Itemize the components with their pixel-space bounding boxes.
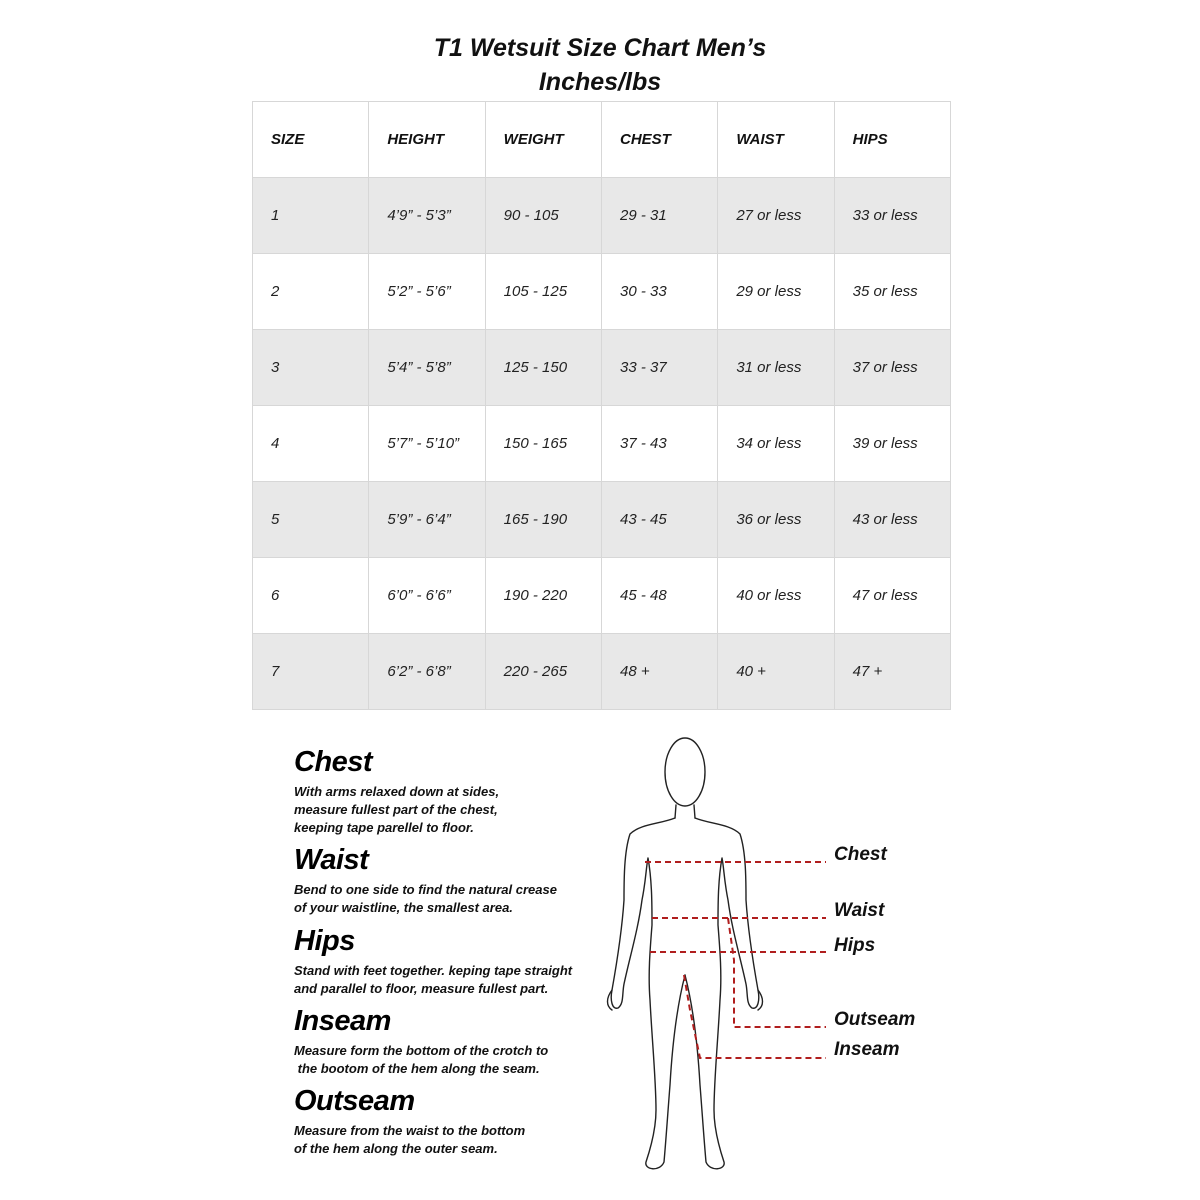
cell-waist: 40 + [718,634,834,710]
chest-desc-line: keeping tape parellel to floor. [294,820,474,835]
header-weight: WEIGHT [485,102,601,178]
figure-label-chest: Chest [834,844,887,865]
inseam-heading: Inseam [294,1005,391,1037]
outseam-desc-line: Measure from the waist to the bottom [294,1123,526,1138]
cell-chest: 33 - 37 [601,330,717,406]
figure-label-outseam: Outseam [834,1009,916,1030]
cell-weight: 105 - 125 [485,254,601,330]
cell-weight: 90 - 105 [485,178,601,254]
cell-hips: 33 or less [834,178,950,254]
header-waist: WAIST [718,102,834,178]
cell-size: 5 [253,482,369,558]
header-size: SIZE [253,102,369,178]
chart-subtitle: Inches/lbs [538,68,662,96]
cell-height: 6’2” - 6’8” [369,634,485,710]
waist-heading: Waist [294,844,369,876]
header-height: HEIGHT [369,102,485,178]
neck-outline [675,805,695,818]
figure-label-waist: Waist [834,900,885,921]
cell-height: 5’2” - 5’6” [369,254,485,330]
inseam-desc-line: Measure form the bottom of the crotch to [294,1043,549,1058]
cell-hips: 47 + [834,634,950,710]
chest-desc-line: With arms relaxed down at sides, [294,784,500,799]
cell-waist: 27 or less [718,178,834,254]
cell-size: 7 [253,634,369,710]
cell-hips: 39 or less [834,406,950,482]
cell-height: 5’9” - 6’4” [369,482,485,558]
cell-chest: 29 - 31 [601,178,717,254]
right-side-outline [685,818,759,1169]
chart-title: T1 Wetsuit Size Chart Men’s [433,34,767,62]
cell-hips: 47 or less [834,558,950,634]
outseam-desc-line: of the hem along the outer seam. [294,1141,498,1156]
cell-chest: 30 - 33 [601,254,717,330]
body-outline [608,738,763,1169]
cell-waist: 31 or less [718,330,834,406]
cell-size: 3 [253,330,369,406]
cell-hips: 35 or less [834,254,950,330]
inseam-desc-line: the bootom of the hem along the seam. [294,1061,540,1076]
waist-desc-line: of your waistline, the smallest area. [294,900,513,915]
cell-waist: 29 or less [718,254,834,330]
chest-desc-line: measure fullest part of the chest, [294,802,498,817]
figure-label-inseam: Inseam [834,1039,900,1060]
cell-hips: 43 or less [834,482,950,558]
cell-weight: 165 - 190 [485,482,601,558]
figure-label-hips: Hips [834,935,876,956]
cell-weight: 125 - 150 [485,330,601,406]
header-hips: HIPS [834,102,950,178]
cell-weight: 190 - 220 [485,558,601,634]
measurement-guides [645,862,826,1058]
hands-outline [608,990,763,1010]
cell-chest: 43 - 45 [601,482,717,558]
cell-height: 5’4” - 5’8” [369,330,485,406]
cell-height: 4’9” - 5’3” [369,178,485,254]
cell-chest: 48 + [601,634,717,710]
outseam-heading: Outseam [294,1085,415,1117]
hips-heading: Hips [294,925,355,957]
cell-waist: 40 or less [718,558,834,634]
cell-waist: 36 or less [718,482,834,558]
cell-size: 4 [253,406,369,482]
cell-size: 1 [253,178,369,254]
cell-weight: 150 - 165 [485,406,601,482]
hips-desc-line: Stand with feet together. keping tape straight [294,963,573,978]
waist-desc-line: Bend to one side to find the natural crease [294,882,557,897]
cell-size: 6 [253,558,369,634]
inseam-guide-line [684,975,826,1058]
cell-height: 6’0” - 6’6” [369,558,485,634]
cell-waist: 34 or less [718,406,834,482]
head-outline [665,738,705,806]
cell-weight: 220 - 265 [485,634,601,710]
cell-height: 5’7” - 5’10” [369,406,485,482]
cell-size: 2 [253,254,369,330]
left-side-outline [611,818,685,1169]
chest-heading: Chest [294,746,373,778]
cell-hips: 37 or less [834,330,950,406]
cell-chest: 45 - 48 [601,558,717,634]
header-chest: CHEST [601,102,717,178]
cell-chest: 37 - 43 [601,406,717,482]
hips-desc-line: and parallel to floor, measure fullest part. [294,981,549,996]
